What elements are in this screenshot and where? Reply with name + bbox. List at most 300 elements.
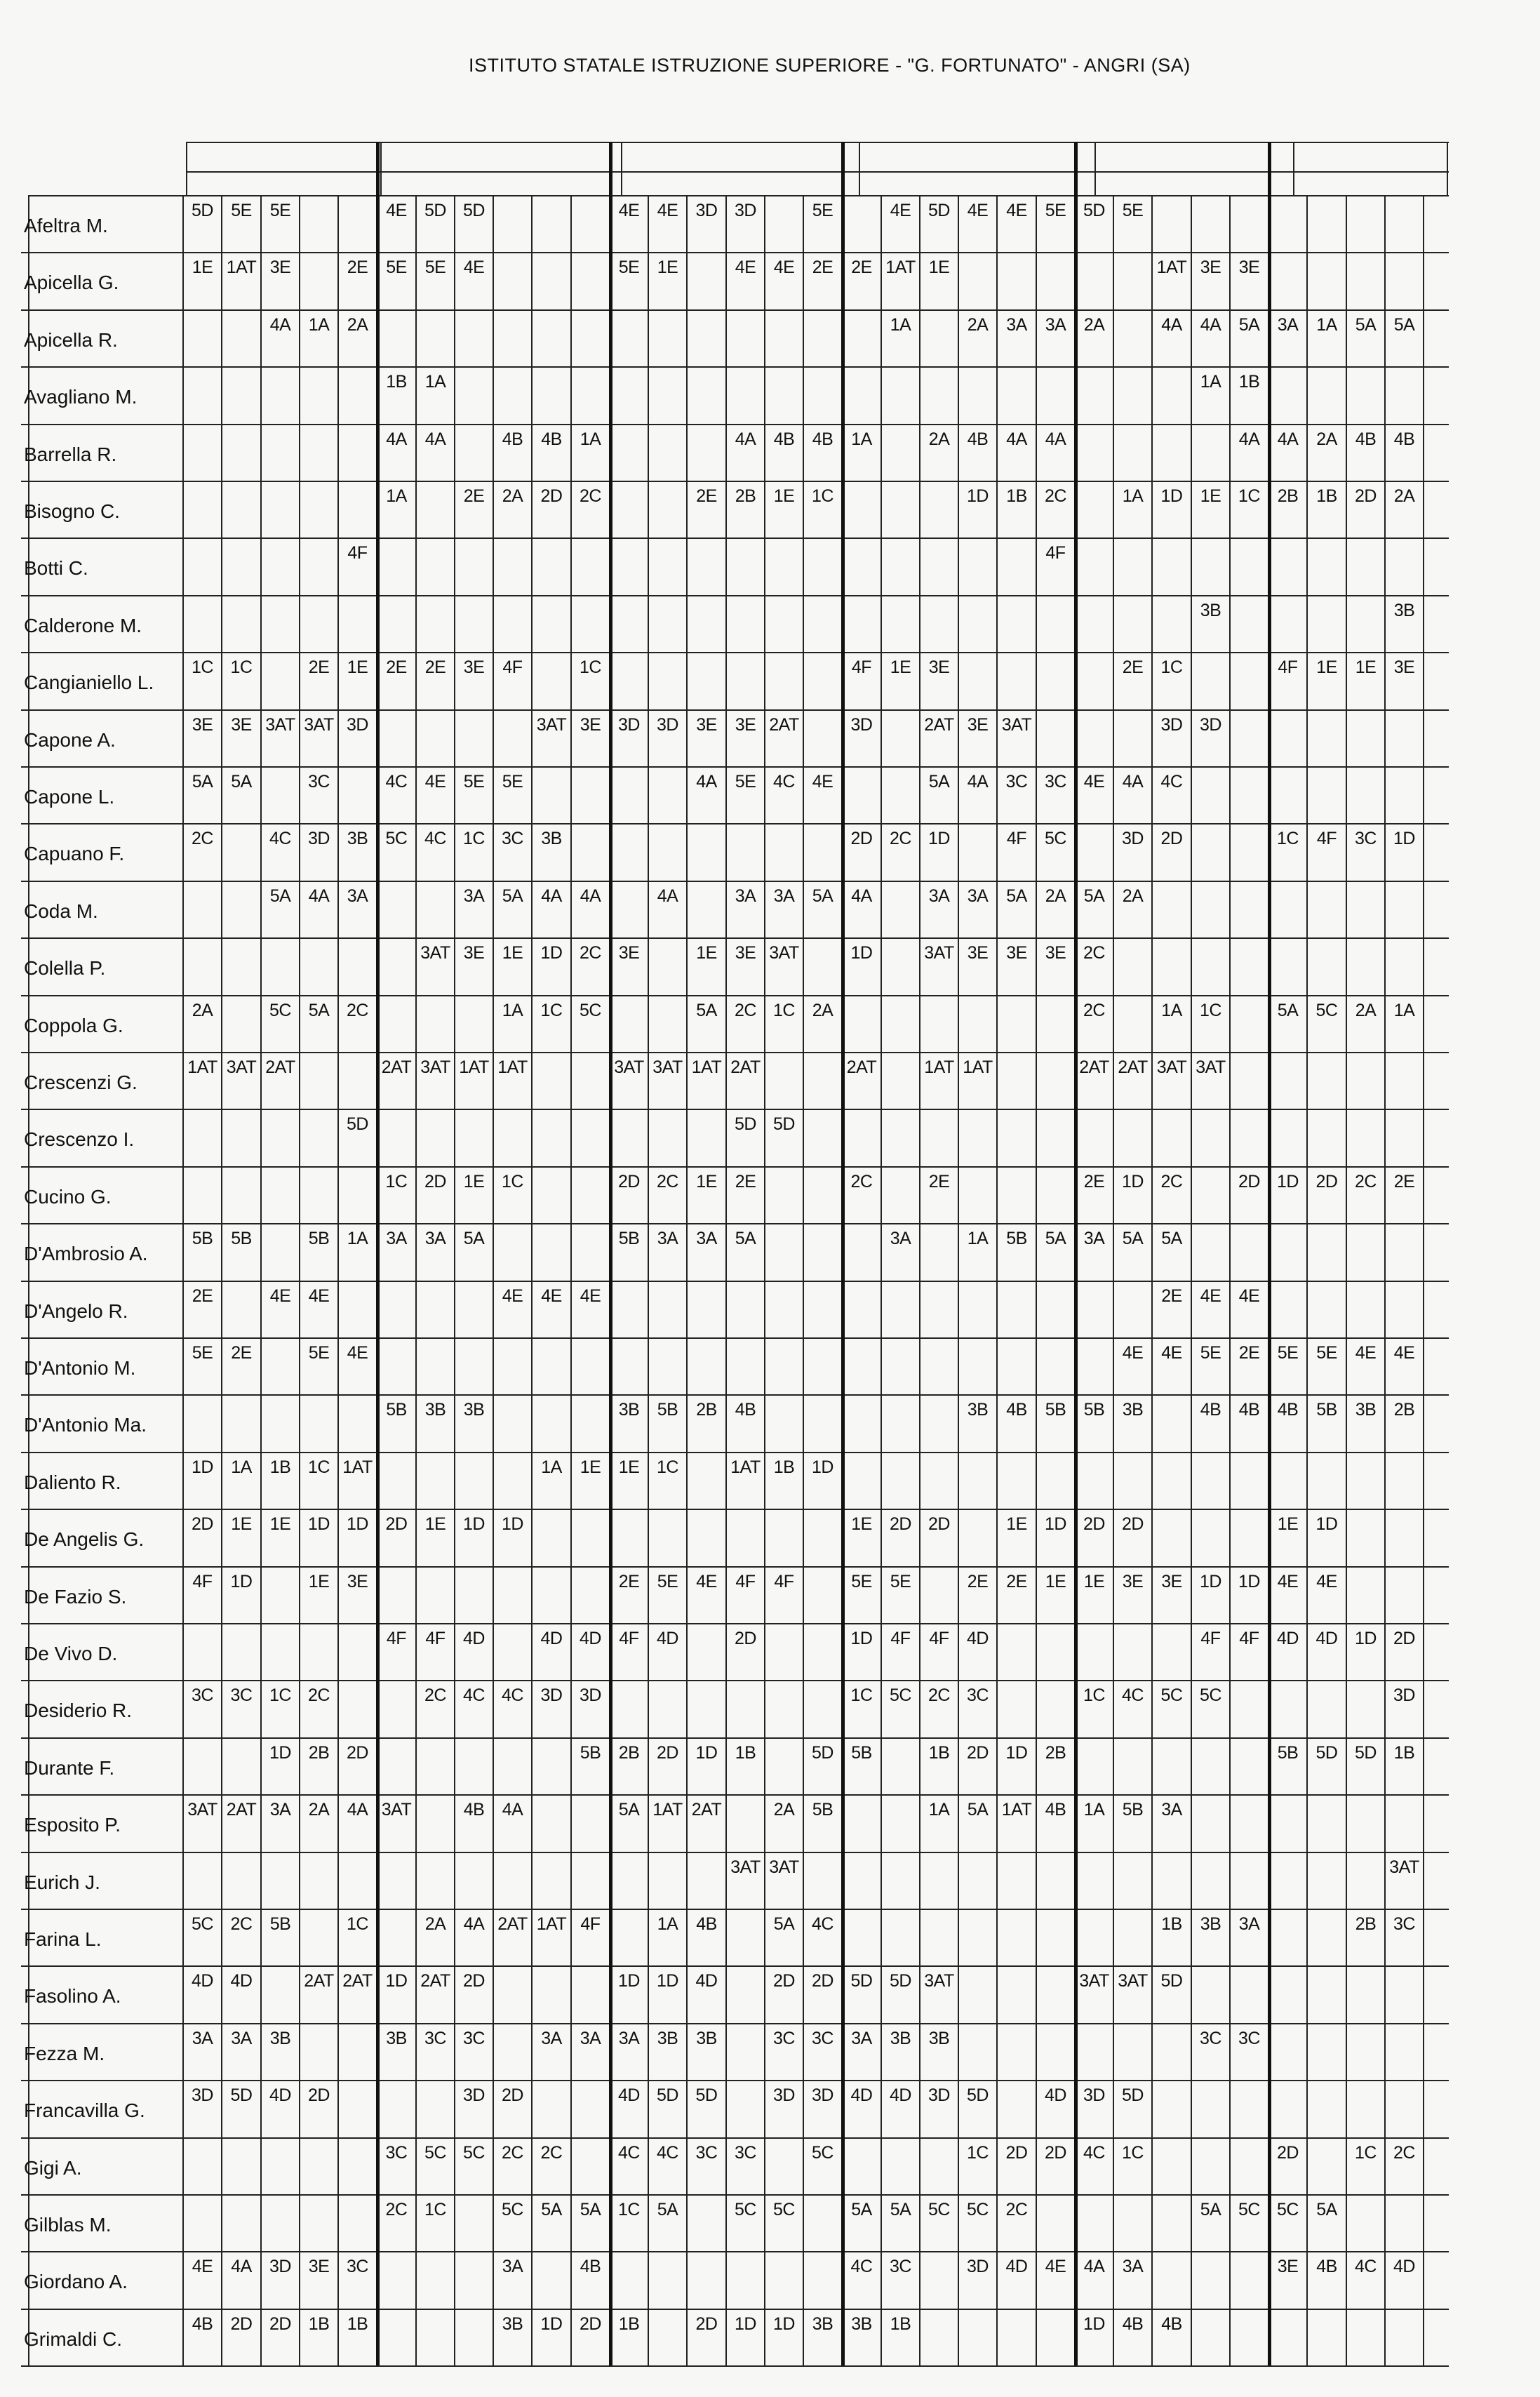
class-cell: 4D [1393, 2257, 1415, 2276]
class-cell: 4C [385, 772, 408, 792]
teacher-name: Cangianiello L. [24, 672, 154, 693]
class-cell: 1C [540, 1001, 563, 1020]
class-cell: 5E [890, 1572, 911, 1591]
class-cell: 2C [1393, 2143, 1415, 2163]
class-cell: 2E [735, 1172, 756, 1191]
class-cell: 5D [890, 1971, 911, 1991]
class-cell: 5A [269, 886, 291, 906]
class-cell: 4F [1239, 1629, 1259, 1648]
class-cell: 3A [1161, 1800, 1182, 1820]
class-cell: 1C [850, 1685, 873, 1705]
class-cell: 3B [269, 2029, 291, 2048]
row-line-7 [21, 595, 1449, 596]
class-cell: 4B [1277, 1400, 1299, 1420]
class-cell: 1B [1161, 1914, 1182, 1934]
class-cell: 4F [774, 1572, 794, 1591]
class-cell: 4E [424, 772, 446, 792]
class-cell: 3AT [420, 943, 450, 963]
class-cell: 2AT [265, 1057, 295, 1077]
class-cell: 2E [696, 486, 717, 506]
row-line-34 [21, 2137, 1449, 2139]
class-cell: 5C [1200, 1685, 1221, 1705]
class-cell: 2D [1083, 1514, 1105, 1534]
class-cell: 3E [231, 715, 252, 735]
class-cell: 1AT [226, 258, 257, 277]
class-cell: 2AT [846, 1057, 877, 1077]
class-cell: 1A [541, 1457, 562, 1477]
class-cell: 2AT [730, 1057, 761, 1077]
class-cell: 3AT [1196, 1057, 1226, 1077]
class-cell: 5C [773, 2200, 795, 2219]
class-cell: 1D [230, 1572, 253, 1591]
class-cell: 5E [1277, 1343, 1299, 1363]
class-cell: 4F [1316, 829, 1337, 848]
class-cell: 5A [1083, 886, 1105, 906]
row-line-6 [21, 538, 1449, 539]
teacher-name: Crescenzo I. [24, 1128, 135, 1150]
teacher-name: Barrella R. [24, 443, 117, 465]
column-line-14 [725, 195, 727, 2365]
class-cell: 3C [1393, 1914, 1415, 1934]
class-cell: 1B [1006, 486, 1027, 506]
class-cell: 4F [1278, 657, 1298, 677]
class-cell: 3B [541, 829, 562, 848]
class-cell: 1D [1238, 1572, 1260, 1591]
header-divider-4 [1293, 142, 1294, 195]
class-cell: 1D [1355, 1629, 1377, 1648]
class-cell: 3AT [1118, 1971, 1148, 1991]
class-cell: 1C [463, 829, 485, 848]
class-cell: 5D [773, 1114, 795, 1134]
class-cell: 2E [851, 258, 872, 277]
class-cell: 1C [1277, 829, 1299, 848]
class-cell: 3D [347, 715, 368, 735]
column-line-8 [493, 195, 494, 2365]
class-cell: 2AT [691, 1800, 722, 1820]
class-cell: 3D [618, 715, 640, 735]
class-cell: 1B [1316, 486, 1337, 506]
class-cell: 4A [502, 1800, 523, 1820]
class-cell: 5B [580, 1743, 601, 1763]
class-cell: 1E [618, 1457, 640, 1477]
row-line-28 [21, 1794, 1449, 1796]
column-line-21 [996, 195, 998, 2365]
class-cell: 3B [618, 1400, 640, 1420]
class-cell: 2AT [1118, 1057, 1148, 1077]
class-cell: 5A [1122, 1229, 1144, 1248]
class-cell: 5D [1083, 201, 1105, 220]
column-line-22 [1036, 195, 1037, 2365]
class-cell: 3E [1277, 2257, 1299, 2276]
class-cell: 5E [1122, 201, 1144, 220]
class-cell: 4D [192, 1971, 213, 1991]
class-cell: 3E [1161, 1572, 1182, 1591]
class-cell: 5A [502, 886, 523, 906]
class-cell: 1B [1238, 372, 1260, 392]
class-cell: 2E [967, 1572, 989, 1591]
class-cell: 2E [192, 1286, 213, 1306]
class-cell: 5B [308, 1229, 330, 1248]
class-cell: 2D [1238, 1172, 1260, 1191]
class-cell: 3A [347, 886, 368, 906]
row-line-12 [21, 881, 1449, 882]
teacher-name: Durante F. [24, 1757, 115, 1779]
class-cell: 1A [308, 315, 330, 335]
class-cell: 1E [347, 657, 368, 677]
class-cell: 5E [1200, 1343, 1221, 1363]
class-cell: 4F [619, 1629, 639, 1648]
class-cell: 4E [1393, 1343, 1415, 1363]
teacher-name: Afeltra M. [24, 215, 108, 236]
class-cell: 4A [851, 886, 872, 906]
class-cell: 3D [269, 2257, 291, 2276]
class-cell: 4A [231, 2257, 252, 2276]
class-cell: 2C [424, 1685, 446, 1705]
class-cell: 5D [192, 201, 213, 220]
class-cell: 3C [1005, 772, 1028, 792]
class-cell: 2E [463, 486, 485, 506]
class-cell: 3AT [769, 943, 799, 963]
class-cell: 3D [657, 715, 678, 735]
teacher-name: Grimaldi C. [24, 2328, 123, 2350]
class-cell: 1E [1316, 657, 1337, 677]
row-line-13 [21, 937, 1449, 939]
class-cell: 2E [812, 258, 833, 277]
class-cell: 5E [463, 772, 485, 792]
class-cell: 2D [850, 829, 873, 848]
class-cell: 2A [1355, 1001, 1377, 1020]
row-line-1 [21, 252, 1449, 253]
class-cell: 1A [657, 1914, 678, 1934]
header-mid-line [186, 171, 1449, 173]
class-cell: 4E [618, 201, 640, 220]
teacher-name: Capone A. [24, 729, 116, 751]
teacher-name: Apicella R. [24, 329, 118, 351]
teacher-name: Francavilla G. [24, 2099, 145, 2121]
class-cell: 1D [269, 1743, 291, 1763]
class-cell: 3E [1006, 943, 1027, 963]
class-cell: 5C [192, 1914, 213, 1934]
class-cell: 3C [502, 829, 523, 848]
class-cell: 4B [735, 1400, 756, 1420]
class-cell: 5A [231, 772, 252, 792]
class-cell: 2E [1122, 657, 1144, 677]
teacher-name: De Angelis G. [24, 1528, 145, 1550]
class-cell: 2D [890, 1514, 911, 1534]
class-cell: 2C [735, 1001, 756, 1020]
class-cell: 4B [773, 429, 795, 449]
class-cell: 1A [851, 429, 872, 449]
class-cell: 1AT [924, 1057, 954, 1077]
class-cell: 5A [851, 2200, 872, 2219]
header-divider-0 [380, 142, 382, 195]
class-cell: 2D [812, 1971, 833, 1991]
class-cell: 5A [308, 1001, 330, 1020]
class-cell: 4F [1006, 829, 1027, 848]
class-cell: 2D [580, 2314, 601, 2334]
class-cell: 5B [1045, 1400, 1066, 1420]
class-cell: 2D [502, 2085, 523, 2105]
header-divider-2 [859, 142, 860, 195]
class-cell: 1A [1393, 1001, 1415, 1020]
class-cell: 1A [1083, 1800, 1105, 1820]
class-cell: 2D [230, 2314, 253, 2334]
class-cell: 3A [502, 2257, 523, 2276]
class-cell: 1E [463, 1172, 485, 1191]
class-cell: 2E [928, 1172, 950, 1191]
class-cell: 1A [386, 486, 407, 506]
class-cell: 3B [696, 2029, 717, 2048]
class-cell: 4C [1355, 2257, 1377, 2276]
class-cell: 4E [812, 772, 833, 792]
class-cell: 3B [928, 2029, 950, 2048]
class-cell: 3A [424, 1229, 446, 1248]
class-cell: 5A [1200, 2200, 1221, 2219]
class-cell: 1B [890, 2314, 911, 2334]
class-cell: 3C [192, 1685, 213, 1705]
class-cell: 5C [385, 829, 408, 848]
class-cell: 5E [618, 258, 640, 277]
row-line-37 [21, 2309, 1449, 2310]
teacher-name: Capuano F. [24, 843, 125, 864]
class-cell: 4F [580, 1914, 601, 1934]
teacher-name: Eurich J. [24, 1871, 100, 1893]
class-cell: 3D [967, 2257, 989, 2276]
class-cell: 2C [230, 1914, 253, 1934]
class-cell: 5D [424, 201, 446, 220]
class-cell: 3AT [924, 1971, 954, 1991]
class-cell: 4D [695, 1971, 718, 1991]
class-cell: 1C [308, 1457, 330, 1477]
class-cell: 1D [967, 486, 989, 506]
row-line-8 [21, 652, 1449, 653]
class-cell: 1AT [187, 1057, 217, 1077]
class-cell: 2D [424, 1172, 446, 1191]
class-cell: 1D [735, 2314, 756, 2334]
class-cell: 3C [1238, 2029, 1260, 2048]
class-cell: 4B [463, 1800, 485, 1820]
column-line-32 [1423, 195, 1424, 2365]
class-cell: 1C [1355, 2143, 1377, 2163]
class-cell: 3AT [614, 1057, 644, 1077]
class-cell: 4D [463, 1629, 485, 1648]
class-cell: 3AT [730, 1857, 761, 1877]
class-cell: 3D [928, 2085, 950, 2105]
class-cell: 2A [1122, 886, 1144, 906]
class-cell: 1D [657, 1971, 678, 1991]
class-cell: 2C [1160, 1172, 1183, 1191]
class-cell: 5B [812, 1800, 833, 1820]
class-cell: 5E [231, 201, 252, 220]
class-cell: 4C [850, 2257, 873, 2276]
class-cell: 3C [230, 1685, 253, 1705]
class-cell: 4B [1122, 2314, 1144, 2334]
class-cell: 3B [1122, 1400, 1144, 1420]
class-cell: 2C [657, 1172, 678, 1191]
class-cell: 3E [735, 715, 756, 735]
class-cell: 3D [1160, 715, 1183, 735]
class-cell: 4F [735, 1572, 756, 1591]
class-cell: 3AT [1389, 1857, 1419, 1877]
class-cell: 1C [192, 657, 213, 677]
row-line-30 [21, 1909, 1449, 1910]
class-cell: 4F [502, 657, 523, 677]
class-cell: 4E [657, 201, 678, 220]
class-cell: 2A [502, 486, 523, 506]
class-cell: 5A [1393, 315, 1415, 335]
class-cell: 4A [463, 1914, 485, 1934]
class-cell: 5D [1122, 2085, 1144, 2105]
class-cell: 5E [386, 258, 407, 277]
class-cell: 4A [1045, 429, 1066, 449]
class-cell: 3A [735, 886, 756, 906]
class-cell: 3E [735, 943, 756, 963]
class-cell: 2A [1045, 886, 1066, 906]
teacher-name: Esposito P. [24, 1814, 121, 1836]
class-cell: 4B [1161, 2314, 1182, 2334]
class-cell: 2E [1238, 1343, 1260, 1363]
class-cell: 4A [580, 886, 601, 906]
class-cell: 2E [1006, 1572, 1027, 1591]
class-cell: 4F [192, 1572, 213, 1591]
class-cell: 2AT [497, 1914, 528, 1934]
class-cell: 3C [735, 2143, 756, 2163]
class-cell: 4E [1083, 772, 1105, 792]
class-cell: 5A [696, 1001, 717, 1020]
column-line-4 [337, 195, 339, 2365]
row-line-0 [28, 195, 1449, 196]
row-line-26 [21, 1680, 1449, 1681]
class-cell: 5A [657, 2200, 678, 2219]
class-cell: 1A [347, 1229, 368, 1248]
class-cell: 4A [696, 772, 717, 792]
row-line-38 [21, 2365, 1449, 2367]
class-cell: 5E [192, 1343, 213, 1363]
row-line-10 [21, 766, 1449, 768]
class-cell: 3E [269, 258, 291, 277]
class-cell: 3A [851, 2029, 872, 2048]
class-cell: 3E [696, 715, 717, 735]
class-cell: 3A [1238, 1914, 1260, 1934]
class-cell: 1C [812, 486, 833, 506]
row-line-20 [21, 1337, 1449, 1339]
class-cell: 3E [308, 2257, 330, 2276]
class-cell: 2B [735, 486, 756, 506]
class-cell: 1E [502, 943, 523, 963]
class-cell: 3AT [265, 715, 295, 735]
column-line-3 [299, 195, 300, 2365]
class-cell: 1B [1393, 1743, 1415, 1763]
class-cell: 3D [812, 2085, 833, 2105]
class-cell: 2E [347, 258, 368, 277]
class-cell: 2E [231, 1343, 252, 1363]
class-cell: 1C [424, 2200, 446, 2219]
class-cell: 2D [1355, 486, 1377, 506]
class-cell: 4D [850, 2085, 873, 2105]
class-cell: 2A [347, 315, 368, 335]
class-cell: 1D [463, 1514, 485, 1534]
class-cell: 1A [502, 1001, 523, 1020]
teacher-name: Daliento R. [24, 1471, 121, 1493]
class-cell: 1C [502, 1172, 523, 1191]
class-cell: 4D [230, 1971, 253, 1991]
class-cell: 2E [424, 657, 446, 677]
row-line-15 [21, 1052, 1449, 1053]
class-cell: 3AT [1079, 1971, 1109, 1991]
class-cell: 1B [386, 372, 407, 392]
class-cell: 4F [425, 1629, 446, 1648]
class-cell: 4D [890, 2085, 911, 2105]
class-cell: 5A [928, 772, 950, 792]
class-cell: 2D [347, 1743, 368, 1763]
class-cell: 4E [1355, 1343, 1377, 1363]
class-cell: 3D [773, 2085, 795, 2105]
class-cell: 2A [967, 315, 989, 335]
class-cell: 5E [1045, 201, 1066, 220]
class-cell: 2B [308, 1743, 330, 1763]
class-cell: 4E [1045, 2257, 1066, 2276]
class-cell: 1D [1045, 1514, 1066, 1534]
class-cell: 1D [773, 2314, 795, 2334]
class-cell: 4D [1315, 1629, 1338, 1648]
class-cell: 1D [540, 943, 563, 963]
teacher-name: Gilblas M. [24, 2214, 112, 2236]
teacher-name: Farina L. [24, 1928, 102, 1950]
row-line-3 [21, 366, 1449, 368]
class-cell: 5C [928, 2200, 950, 2219]
class-cell: 3B [890, 2029, 911, 2048]
class-cell: 5A [541, 2200, 562, 2219]
class-cell: 4E [967, 201, 989, 220]
class-cell: 4A [1200, 315, 1221, 335]
class-cell: 1B [269, 1457, 291, 1477]
class-cell: 1C [1122, 2143, 1144, 2163]
class-cell: 1C [580, 657, 601, 677]
class-cell: 3AT [1001, 715, 1032, 735]
class-cell: 4B [1393, 429, 1415, 449]
page-title: ISTITUTO STATALE ISTRUZIONE SUPERIORE - "G. FORTUNATO" - ANGRI (SA) [469, 55, 1191, 76]
class-cell: 3A [231, 2029, 252, 2048]
class-cell: 5A [1277, 1001, 1299, 1020]
class-cell: 4A [541, 886, 562, 906]
class-cell: 2A [1316, 429, 1337, 449]
class-cell: 3E [1238, 258, 1260, 277]
class-cell: 1C [230, 657, 253, 677]
class-cell: 3B [424, 1400, 446, 1420]
class-cell: 1E [890, 657, 911, 677]
class-cell: 1D [192, 1457, 213, 1477]
class-cell: 1D [308, 1514, 330, 1534]
class-cell: 2AT [342, 1971, 373, 1991]
class-cell: 4B [1200, 1400, 1221, 1420]
teacher-name: Crescenzi G. [24, 1071, 138, 1093]
row-line-27 [21, 1737, 1449, 1739]
class-cell: 2AT [381, 1057, 412, 1077]
class-cell: 1C [1083, 1685, 1105, 1705]
teacher-name: Fezza M. [24, 2043, 105, 2064]
class-cell: 2C [1083, 1001, 1105, 1020]
class-cell: 5E [308, 1343, 330, 1363]
class-cell: 5C [1160, 1685, 1183, 1705]
class-cell: 3A [967, 886, 989, 906]
class-cell: 5D [850, 1971, 873, 1991]
class-cell: 4A [967, 772, 989, 792]
class-cell: 3AT [536, 715, 567, 735]
class-cell: 2A [812, 1001, 833, 1020]
class-cell: 5E [424, 258, 446, 277]
class-cell: 3D [540, 1685, 563, 1705]
class-cell: 2C [580, 486, 601, 506]
